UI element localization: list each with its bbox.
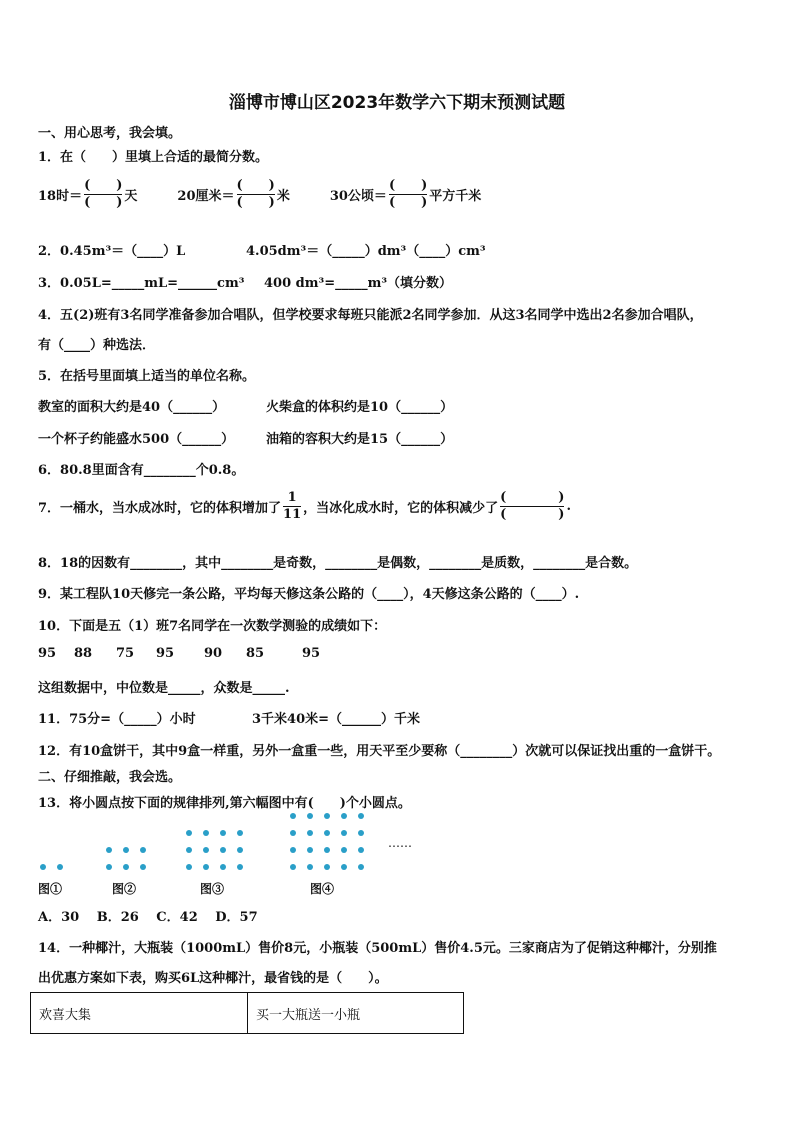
dot	[220, 864, 226, 870]
q7-fraction-increase: $\frac{1}{11}$	[283, 490, 302, 522]
q5-c: 一个杯子约能盛水500（______）	[38, 432, 235, 447]
q6: 6．80.8里面含有________个0.8。	[38, 463, 245, 478]
q1-stem: 1．在（ ）里填上合适的最简分数。	[38, 150, 269, 165]
q10-ask: 这组数据中，中位数是_____，众数是_____.	[38, 681, 290, 696]
q10-score-7: 95	[302, 646, 321, 661]
dot	[307, 830, 313, 836]
q5-a: 教室的面积大约是40（______）	[38, 400, 226, 415]
q3-b: 400 dm³=_____m³（填分数）	[264, 276, 453, 291]
section-2-heading: 二、仔细推敲，我会选。	[38, 770, 182, 785]
table-cell-offer: 买一大瓶送一小瓶	[248, 993, 464, 1034]
q1-part2-label: 20厘米＝	[177, 189, 235, 204]
table-cell-store: 欢喜大集	[31, 993, 248, 1034]
dot	[140, 864, 146, 870]
q7-text-2: ，当冰化成水时，它的体积减少了	[303, 501, 499, 516]
dot	[237, 864, 243, 870]
q7-end: .	[566, 499, 571, 514]
dot	[186, 830, 192, 836]
dot	[186, 847, 192, 853]
q4-line1: 4．五(2)班有3名同学准备参加合唱队，但学校要求每班只能派2名同学参加．从这3名同学中选出2名参加合唱队，	[38, 308, 703, 323]
dot	[186, 864, 192, 870]
dot	[341, 864, 347, 870]
dot	[237, 847, 243, 853]
q13-options: A．30 B．26 C．42 D．57	[38, 910, 258, 925]
dot	[324, 864, 330, 870]
dot	[324, 813, 330, 819]
q9: 9．某工程队10天修完一条公路，平均每天修这条公路的（____），4天修这条公路的（____）.	[38, 587, 580, 602]
q7	[38, 490, 571, 523]
q14-line1: 14．一种椰汁，大瓶装（1000mL）售价8元，小瓶装（500mL）售价4.5元。三家商店为了促销这种椰汁，分别推	[38, 941, 717, 956]
dot	[123, 847, 129, 853]
q5-stem: 5．在括号里面填上适当的单位名称。	[38, 369, 256, 384]
dot	[290, 813, 296, 819]
dot	[324, 847, 330, 853]
dot	[290, 864, 296, 870]
q13-figure-label-3: 图③	[200, 882, 225, 896]
dot	[341, 813, 347, 819]
dot	[203, 847, 209, 853]
q10-score-6: 85	[246, 646, 265, 661]
dot	[40, 864, 46, 870]
q8: 8．18的因数有________，其中________是奇数，________是偶数，________是质数，________是合数。	[38, 556, 638, 571]
q10-score-5: 90	[204, 646, 223, 661]
q1-part1-unit: 天	[124, 189, 138, 204]
q13-stem: 13．将小圆点按下面的规律排列,第六幅图中有( )个小圆点。	[38, 796, 411, 811]
q1-part1-label: 18时＝	[38, 189, 83, 204]
q4-line2: 有（____）种选法．	[38, 338, 156, 353]
q10-stem: 10．下面是五（1）班7名同学在一次数学测验的成绩如下：	[38, 619, 387, 634]
q1-part2-unit: 米	[276, 189, 290, 204]
q12: 12．有10盒饼干，其中9盒一样重，另外一盒重一些，用天平至少要称（________）次就可以保证找出重的一盒饼干。	[38, 744, 721, 759]
q1-part3-unit: 平方千米	[429, 189, 482, 204]
dot	[220, 847, 226, 853]
q2-a: 2．0.45m³＝（____）L	[38, 244, 186, 259]
dot	[106, 847, 112, 853]
q1-fraction-2: $\frac{( )}{( )}$	[236, 178, 275, 210]
q10-score-1: 95	[38, 646, 57, 661]
dot	[341, 830, 347, 836]
dot	[358, 830, 364, 836]
dot	[203, 830, 209, 836]
q2-b: 4.05dm³＝（_____）dm³（____）cm³	[246, 244, 486, 259]
q1-fraction-1: $\frac{( )}{( )}$	[84, 178, 123, 210]
dot	[123, 864, 129, 870]
dot	[106, 864, 112, 870]
dot	[358, 813, 364, 819]
q7-fraction-answer: $\frac{( )}{( )}$	[500, 490, 565, 522]
q11-b: 3千米40米=（______）千米	[252, 712, 421, 727]
q14-offer-table	[30, 992, 464, 1034]
q5-d: 油箱的容积大约是15（______）	[266, 432, 454, 447]
dot	[290, 830, 296, 836]
q14-line2: 出优惠方案如下表，购买6L这种椰汁，最省钱的是（ ）。	[38, 971, 388, 986]
table-row	[31, 993, 464, 1034]
q1-part3-label: 30公顷＝	[329, 189, 387, 204]
q1-fractions	[38, 178, 481, 211]
dot	[140, 847, 146, 853]
q10-score-3: 75	[116, 646, 135, 661]
dot	[307, 847, 313, 853]
q5-b: 火柴盒的体积约是10（______）	[266, 400, 454, 415]
q10-score-2: 88	[74, 646, 93, 661]
q3-a: 3．0.05L=_____mL=______cm³	[38, 276, 245, 291]
dot	[57, 864, 63, 870]
dot	[220, 830, 226, 836]
q10-score-4: 95	[156, 646, 175, 661]
dot	[358, 864, 364, 870]
dot	[324, 830, 330, 836]
dot	[237, 830, 243, 836]
page-title: 淄博市博山区2023年数学六下期末预测试题	[228, 93, 566, 113]
q11-a: 11．75分=（_____）小时	[38, 712, 196, 727]
q13-figure-label-1: 图①	[38, 882, 63, 896]
section-1-heading: 一、用心思考，我会填。	[38, 126, 182, 141]
dot	[307, 864, 313, 870]
dot	[307, 813, 313, 819]
q13-ellipsis: ……	[388, 836, 412, 850]
dot	[358, 847, 364, 853]
dot	[341, 847, 347, 853]
q13-figure-label-2: 图②	[112, 882, 137, 896]
dot	[203, 864, 209, 870]
dot	[290, 847, 296, 853]
q13-figure-label-4: 图④	[310, 882, 335, 896]
q7-text-1: 7．一桶水，当水成冰时，它的体积增加了	[38, 501, 282, 516]
q1-fraction-3: $\frac{( )}{( )}$	[388, 178, 428, 210]
